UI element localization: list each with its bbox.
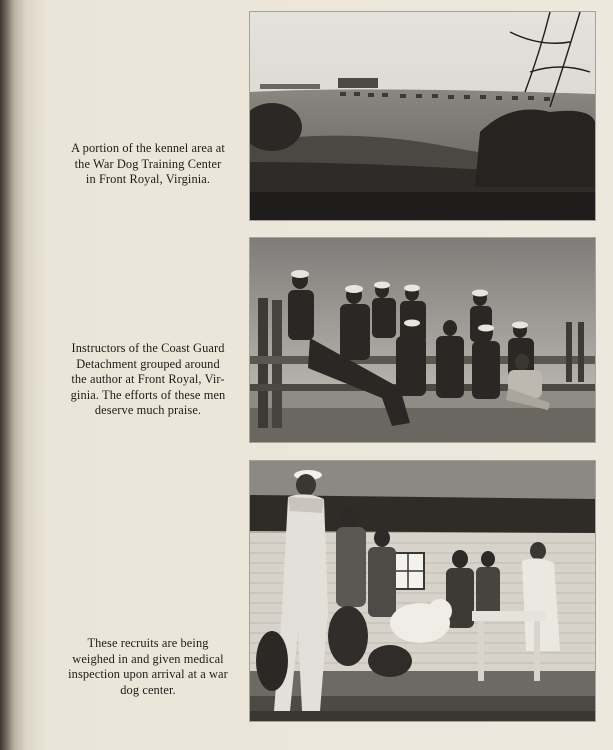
caption-coast-guard-instructors [52,341,244,419]
caption-kennel-area [52,141,244,188]
caption-line: A portion of the kennel area at [71,141,225,155]
caption-line: ginia. The efforts of these men [70,387,226,402]
photo-coast-guard-instructors [250,238,595,442]
caption-line: deserve much praise. [94,403,202,417]
photo-recruits-weighed [250,461,595,721]
photo-kennel-area-image [250,12,595,220]
caption-line: Instructors of the Coast Guard [71,341,225,355]
caption-line: weighed in and given medical [72,651,224,666]
photo-coast-guard-instructors-image [250,238,595,442]
caption-line: the author at Front Royal, Vir- [71,372,225,386]
caption-recruits-weighed [52,636,244,698]
caption-line: inspection upon arrival at a war [68,667,228,681]
photo-kennel-area [250,12,595,220]
caption-line: the War Dog Training Center [74,156,222,171]
photo-recruits-weighed-image [250,461,595,721]
caption-line: in Front Royal, Virginia. [85,172,211,186]
caption-line: Detachment grouped around [76,356,220,371]
caption-line: These recruits are being [87,636,209,650]
caption-line: dog center. [120,682,176,697]
